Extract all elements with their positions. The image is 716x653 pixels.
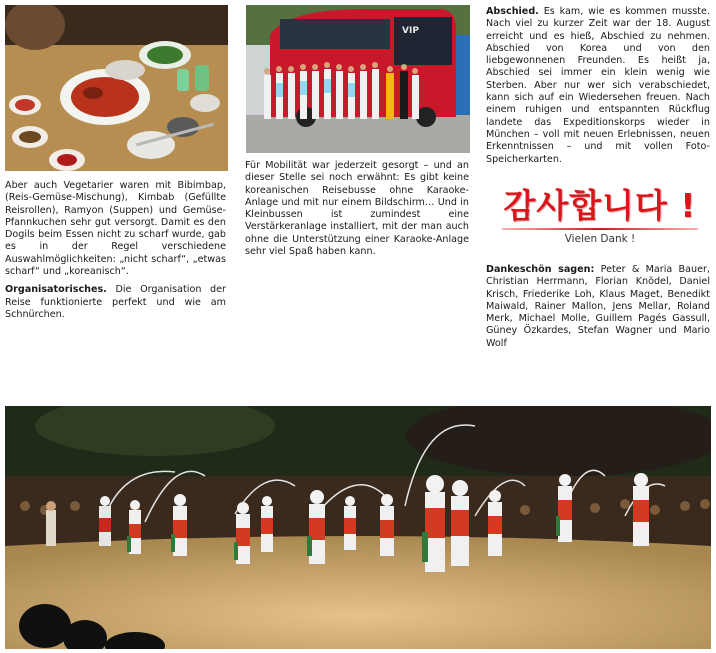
thanks-section <box>486 264 710 356</box>
organisation-text: Die Organisation der Reise funktionierte perfekt und wie am Schnürchen. <box>5 284 226 320</box>
korean-thanks: 감사합니다 ! <box>503 186 697 225</box>
text-column-right <box>486 6 710 172</box>
text-column-middle <box>245 160 469 264</box>
text-column-left <box>5 180 226 327</box>
thanks-paragraph <box>486 264 710 350</box>
farewell-heading: Abschied. <box>486 6 539 17</box>
food-photo <box>5 5 228 171</box>
mobility-paragraph: Für Mobilität war jederzeit gesorgt – und an dieser Stelle sei noch erwähnt: Es gibt keine koreanischen Reisebusse ohne Karaoke-Anlage und mit nur einem Bildschirm… Und in Kleinbussen ist zumindest eine Verstärkeranlage installiert, mit der man auch ohne die Unterstützung einer Karaoke-Anlage sehr viel Spaß haben kann. <box>245 160 469 258</box>
bus-group-photo <box>246 5 470 153</box>
thanks-names: Peter & Maria Bauer, Christian Herrmann, Florian Knödel, Daniel Krisch, Friederike Loh, Klaus Maget, Benedikt Maiwald, Rainer Mallon, Jens Mellar, Roland Merk, Michael Molle, Guillem Pagés Gassull, Güney Özkardes, Stefan Wagner und Mario Wolf <box>486 264 710 349</box>
vegetarian-paragraph: Aber auch Vegetarier waren mit Bibimbap, (Reis-Gemüse-Mischung), Kimbab (Gefüllte Reisrollen), Ramyon (Suppen) und Gemüse-Pfannkuchen sehr gut versorgt. Damit es den Dogils beim Essen nicht zu scharf wurde, gab es in der Regel verschiedene Auswahlmöglichkeiten: „nicht scharf“, „etwas scharf“ und „koreanisch“. <box>5 180 226 278</box>
organisation-paragraph <box>5 284 226 321</box>
banner-underline <box>502 228 698 230</box>
bus-sign: VIP <box>402 26 419 36</box>
organisation-heading: Organisatorisches. <box>5 284 107 296</box>
thanks-heading: Dankeschön sagen: <box>486 264 595 275</box>
german-thanks: Vielen Dank ! <box>564 233 636 245</box>
thank-you-banner <box>496 186 704 252</box>
farewell-paragraph <box>486 6 710 166</box>
farewell-text: Es kam, wie es kommen musste. Nach viel zu kurzer Zeit war der 18. August erreicht und es hieß, Abschied zu nehmen. Abschied von Korea und von den liebgewonnenen Freunden. Es heißt ja, Abschied sei immer ein klein wenig wie Sterben. Aber nur wer sich verabschiedet, kann sich auf ein Wiedersehen freuen. Nach einem ruhigen und entspannten Rückflug landete das Expeditionskorps wieder in München – voll mit neuen Erlebnissen, neuen Erkenntnissen – und mit vollen Foto-Speicherkarten. <box>486 6 710 165</box>
folk-dance-photo <box>5 406 711 649</box>
